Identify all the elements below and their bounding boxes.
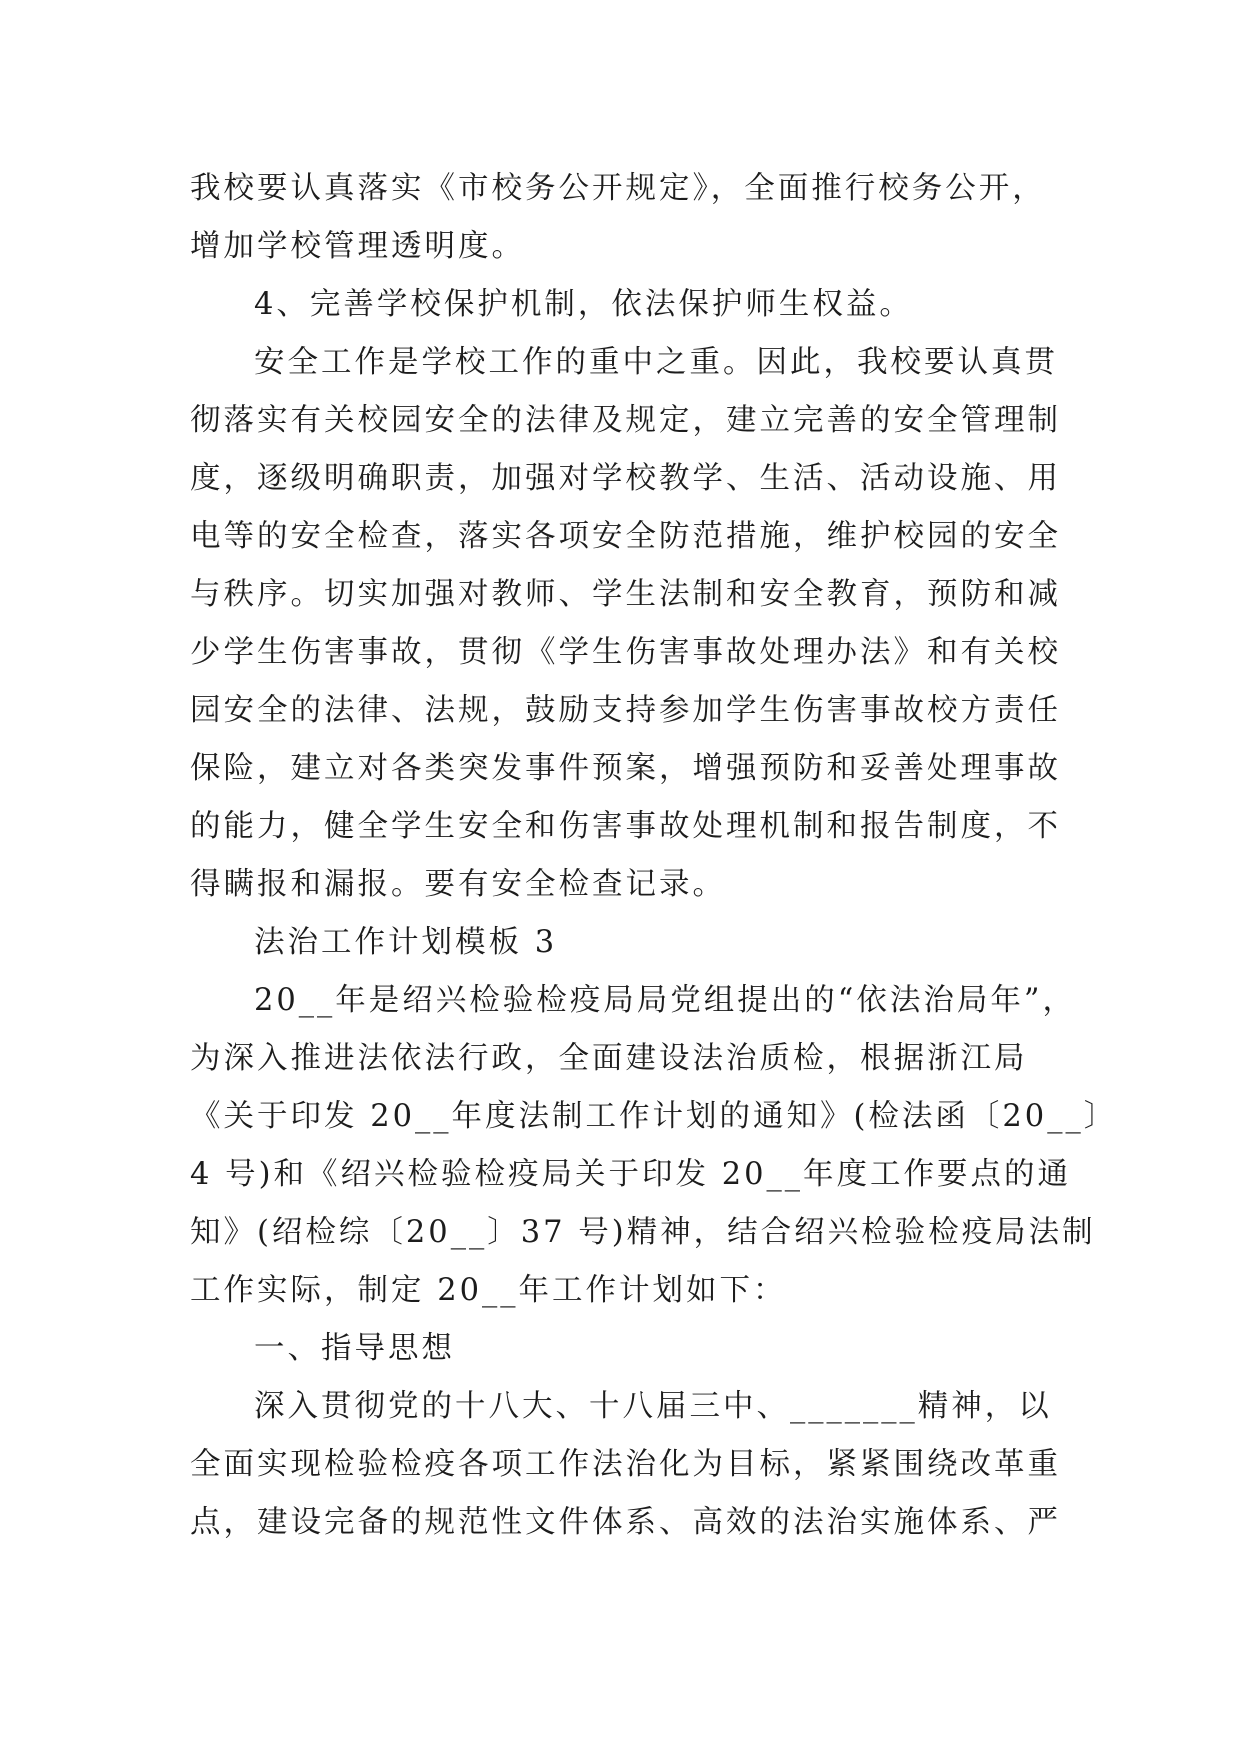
document-body — [190, 160, 1118, 1552]
text-line: 少学生伤害事故，贯彻《学生伤害事故处理办法》和有关校 — [190, 635, 1061, 670]
text-line: 保险，建立对各类突发事件预案，增强预防和妥善处理事故 — [190, 751, 1061, 786]
section-heading: 法治工作计划模板 3 — [254, 925, 558, 960]
text-line: 为深入推进法依法行政，全面建设法治质检，根据浙江局 — [190, 1041, 1028, 1076]
text-line: 与秩序。切实加强对教师、学生法制和安全教育，预防和减 — [190, 577, 1061, 612]
text-line: 4 号)和《绍兴检验检疫局关于印发 20__年度工作要点的通 — [190, 1157, 1072, 1192]
text-line: 安全工作是学校工作的重中之重。因此，我校要认真贯 — [254, 345, 1058, 380]
text-line: 园安全的法律、法规，鼓励支持参加学生伤害事故校方责任 — [190, 693, 1061, 728]
text-line: 工作实际，制定 20__年工作计划如下： — [190, 1273, 787, 1308]
text-line: 度，逐级明确职责，加强对学校教学、生活、活动设施、用 — [190, 461, 1061, 496]
text-line: 的能力，健全学生安全和伤害事故处理机制和报告制度，不 — [190, 809, 1061, 844]
text-line: 彻落实有关校园安全的法律及规定，建立完善的安全管理制 — [190, 403, 1061, 438]
text-line: 4、完善学校保护机制，依法保护师生权益。 — [254, 287, 913, 322]
text-line: 知》(绍检综〔20__〕37 号)精神，结合绍兴检验检疫局法制 — [190, 1215, 1096, 1250]
text-line: 全面实现检验检疫各项工作法治化为目标，紧紧围绕改革重 — [190, 1447, 1061, 1482]
text-line: 电等的安全检查，落实各项安全防范措施，维护校园的安全 — [190, 519, 1061, 554]
text-line: 我校要认真落实《市校务公开规定》，全面推行校务公开， — [190, 171, 1046, 206]
text-line: 增加学校管理透明度。 — [190, 229, 525, 264]
text-line: 《关于印发 20__年度法制工作计划的通知》(检法函〔20__〕 — [190, 1099, 1118, 1134]
text-line: 点，建设完备的规范性文件体系、高效的法治实施体系、严 — [190, 1505, 1061, 1540]
text-line: 深入贯彻党的十八大、十八届三中、_______精神，以 — [254, 1389, 1052, 1424]
text-line: 20__年是绍兴检验检疫局局党组提出的“依法治局年”， — [254, 983, 1076, 1018]
section-heading: 一、指导思想 — [254, 1331, 455, 1366]
text-line: 得瞒报和漏报。要有安全检查记录。 — [190, 867, 726, 902]
